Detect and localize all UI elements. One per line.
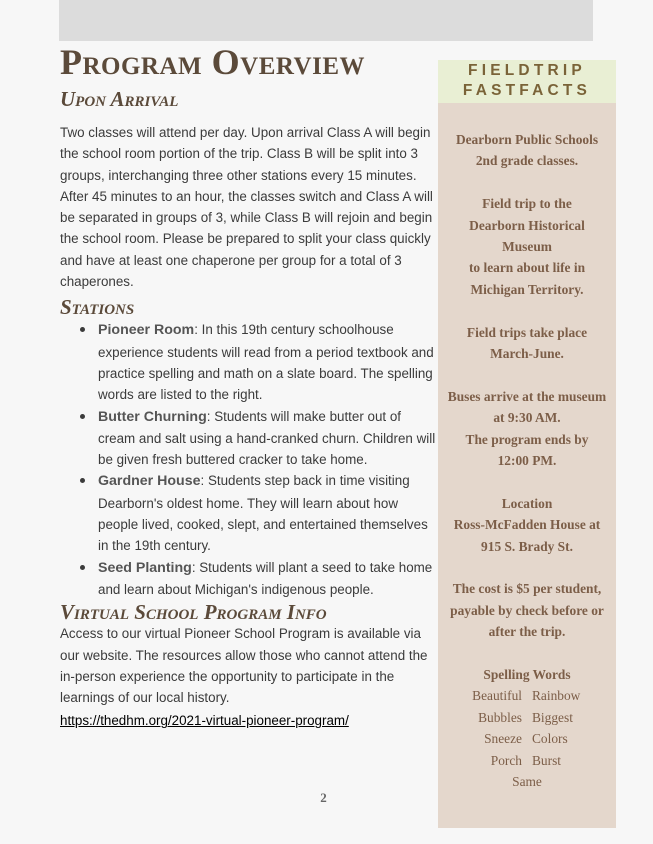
trip-line: Dearborn Historical (469, 217, 585, 233)
location-line: Location (501, 495, 553, 511)
trip-line: Field trip to the (482, 196, 572, 212)
sidebar-title-line2: FASTFACTS (462, 82, 592, 99)
spelling-title: Spelling Words (483, 667, 571, 683)
cost-line: after the trip. (488, 624, 566, 640)
when-line: March-June. (490, 346, 564, 362)
page-title: Program Overview (60, 42, 366, 82)
virtual-heading: Virtual School Program Info (60, 600, 327, 625)
arrival-heading: Upon Arrival (60, 87, 179, 111)
sidebar-title (438, 60, 616, 103)
spelling-word: Burst (532, 752, 562, 768)
spelling-word: Porch (490, 752, 522, 768)
schools-line: Dearborn Public Schools (455, 132, 599, 147)
location-line: Ross-McFadden House at (453, 517, 601, 533)
stations-heading: Stations (60, 295, 135, 320)
sidebar-title-line1: FIELDTRIP (468, 62, 586, 79)
spelling-words (438, 685, 616, 792)
station-desc: : In this 19th century schoolhouse experience students will read from a period textbook and practice spelling and math on a slate board. The spelling words are listed to the right. (98, 322, 434, 403)
spelling-word: Biggest (532, 709, 573, 725)
spelling-word: Beautiful (472, 688, 522, 704)
location-line: 915 S. Brady St. (481, 538, 573, 554)
sidebar-content (438, 103, 616, 793)
station-name: Pioneer Room (98, 322, 195, 339)
virtual-text: Access to our virtual Pioneer School Program is available via our website. The resources allow those who cannot attend the in-person experience the opportunity to participate in the learnings of our local history. (60, 626, 428, 706)
bus-line: at 9:30 AM. (493, 410, 561, 426)
trip-line: to learn about life in (468, 260, 586, 276)
fastfacts-sidebar (438, 60, 616, 828)
spelling-word: Colors (532, 731, 568, 747)
header-bar (59, 0, 593, 41)
arrival-text: Two classes will attend per day. Upon arrival Class A will begin the school room portion of the trip. Class B will be split into 3 groups, interchanging three other stations every 15 minutes. After 45 minutes to an hour, the classes switch and Class A will be separated in groups of 3, while Class B will rejoin and begin the school room. Please be prepared to split your class quickly and have at least one chaperone per group for a total of 3 chaperones. (60, 125, 433, 290)
when-line: Field trips take place (466, 324, 588, 340)
trip-line: Michigan Territory. (470, 281, 584, 297)
station-name: Seed Planting (98, 559, 192, 576)
schools-line: 2nd grade classes. (475, 153, 579, 169)
trip-line: Museum (502, 239, 552, 255)
bus-line: Buses arrive at the museum (447, 388, 607, 404)
station-gardner-house (98, 470, 436, 556)
bus-line: 12:00 PM. (497, 453, 557, 469)
station-desc: : Students step back in time visiting Dearborn's oldest home. They will learn about how people lived, cooked, slept, and entertained themselves in the 19th century. (98, 473, 428, 554)
spelling-word: Same (512, 774, 542, 790)
station-name: Gardner House (98, 473, 201, 490)
stations-list (60, 319, 436, 600)
station-seed-planting (98, 557, 436, 601)
station-pioneer-room (98, 319, 436, 405)
cost-line: The cost is $5 per student, (452, 581, 602, 597)
virtual-program-link[interactable]: https://thedhm.org/2021-virtual-pioneer-program/ (60, 713, 349, 729)
station-name: Butter Churning (98, 408, 207, 425)
spelling-word: Bubbles (478, 709, 522, 725)
spelling-word: Sneeze (484, 731, 522, 747)
station-desc: : Students will plant a seed to take home and learn about Michigan's indigenous people. (98, 559, 433, 597)
cost-line: payable by check before or (450, 602, 604, 618)
page-number: 2 (320, 790, 327, 805)
bus-line: The program ends by (465, 431, 589, 447)
spelling-word: Rainbow (532, 688, 581, 704)
station-butter-churning (98, 406, 436, 471)
main-column (60, 44, 436, 731)
station-desc: : Students will make butter out of cream and salt using a hand-cranked churn. Children will be given fresh buttered cracker to take home. (98, 408, 436, 468)
